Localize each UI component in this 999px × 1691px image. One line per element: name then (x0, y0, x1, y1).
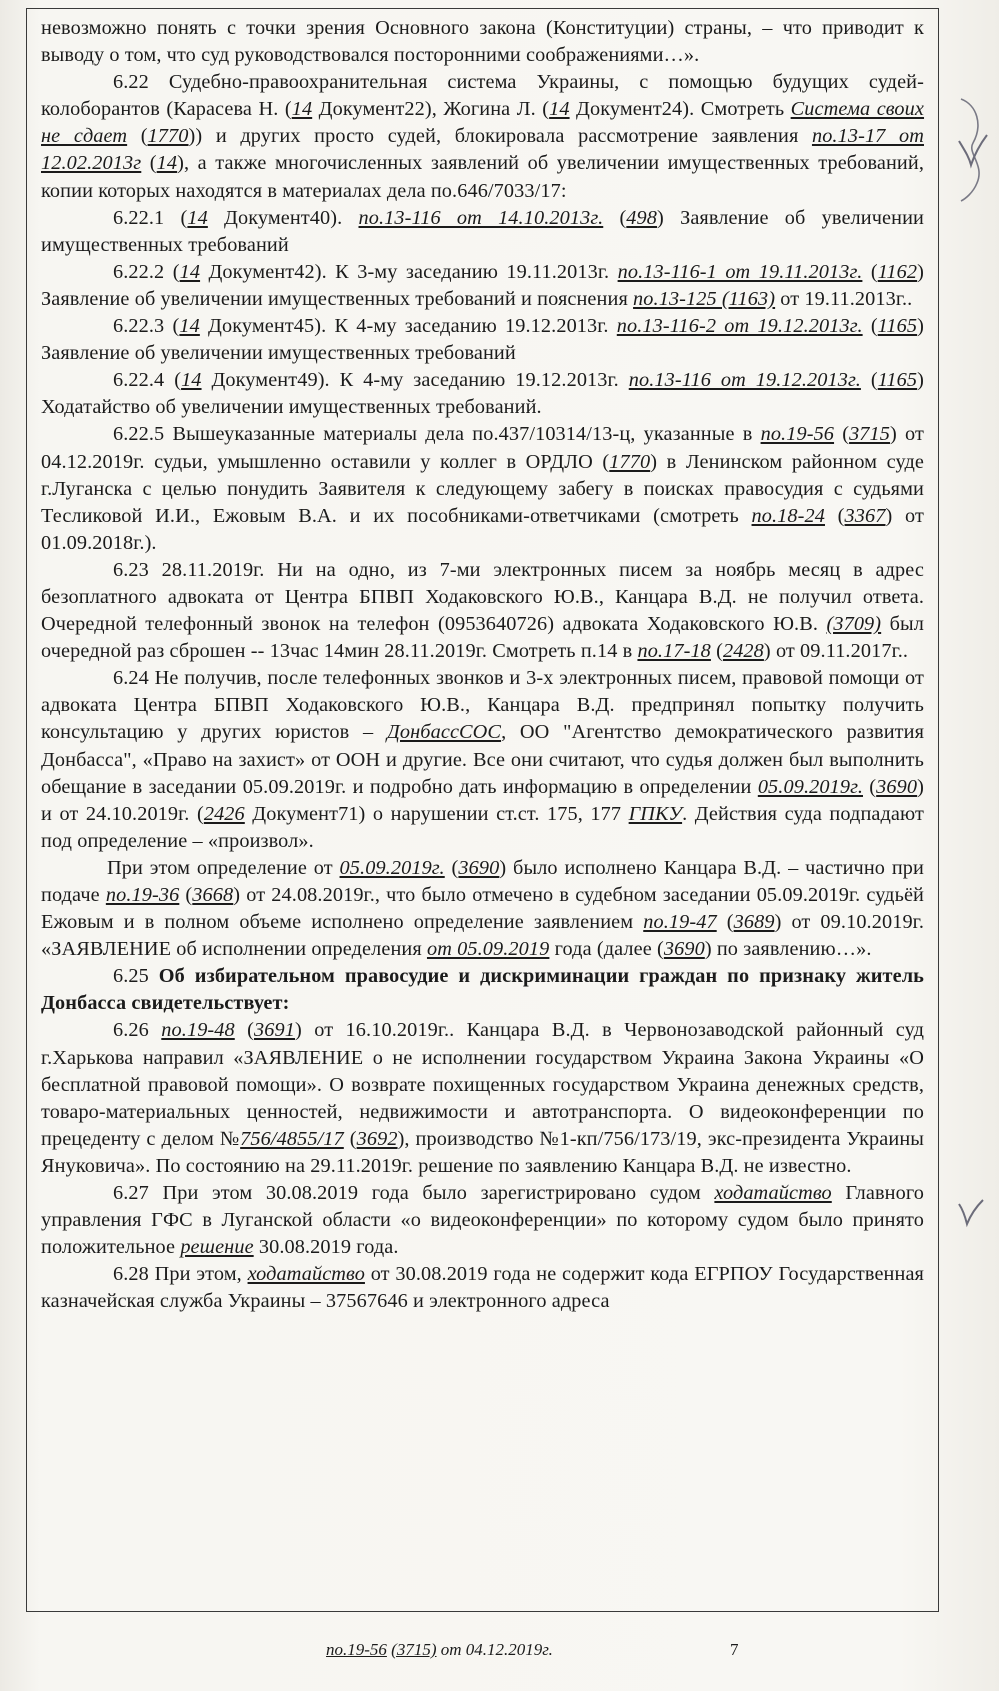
link-no-17-18[interactable]: по.17-18 (637, 640, 711, 663)
paragraph-6-22-1: 6.22.1 (14 Документ40). по.13-116 от 14.10.2013г. (498) Заявление об увеличении имущественных требований (41, 206, 924, 256)
paragraph-6-26: 6.26 по.19-48 (3691) от 16.10.2019г.. Канцара В.Д. в Червонозаводской районный суд г.Харькова направил «ЗАЯВЛЕНИЕ о не исполнении государством Украина Закона Украины «О бесплатной правовой помощи». О возврате похищенных государством Украина денежных средств, товаро-материальных ценностей, недвижимости и автотранспорта. О видеоконференции по прецеденту с делом №756/4855/17 (3692), производство №1-кп/756/173/19, экс-президента Украины Януковича». По состоянию на 29.11.2019г. решение по заявлению Канцара В.Д. не известно. (41, 1019, 925, 1177)
link-gpku[interactable]: ГПКУ (628, 802, 683, 825)
link-no-13-17[interactable]: по.13-17 от 12.02.2013г (41, 125, 924, 175)
paragraph-6-22-2: 6.22.2 (14 Документ42). К 3-му заседанию 19.11.2013г. по.13-116-1 от 19.11.2013г. (1162) Заявление об увеличении имущественных требований и пояснения по.13-125 (1163) от 19.11.2013г.. (41, 260, 925, 310)
link-no-19-48[interactable]: по.19-48 (161, 1019, 235, 1042)
link-system[interactable]: Система своих не сдает (41, 98, 925, 148)
paragraph-6-22-3: 6.22.3 (14 Документ45). К 4-му заседанию 19.12.2013г. по.13-116-2 от 19.12.2013г. (1165) Заявление об увеличении имущественных требований (41, 315, 924, 365)
footer-reference: по.19-56 (3715) от 04.12.2019г. (326, 1640, 553, 1659)
paragraph-6-22: 6.22 Судебно-правоохранительная система Украины, с помощью будущих судей-колоборантов (Карасева Н. (14 Документ22), Жогина Л. (14 Документ24). Смотреть Система своих не сдает (1770)) и других просто судей, блокировала рассмотрение заявления по.13-17 от 12.02.2013г (14), а также многочисленных заявлений об увеличении имущественных требований, копии которых находятся в материалах дела по.646/7033/17: (41, 71, 925, 202)
link-no-18-24[interactable]: по.18-24 (751, 504, 825, 527)
link-no-19-36[interactable]: по.19-36 (105, 884, 180, 906)
link-no-19-56[interactable]: по.19-56 (760, 423, 835, 446)
link-no-13-116-b[interactable]: по.13-116 от 19.12.2013г. (628, 369, 861, 392)
document-body (41, 15, 924, 1316)
paragraph-6-23: 6.23 28.11.2019г. Ни на одно, из 7-ми электронных писем за ноябрь месяц в адрес безоплатного адвоката от Центра БПВП Ходаковского Ю.В., Канцара В.Д. не получил ответа. Очередной телефонный звонок на телефон (0953640726) адвоката Ходаковского Ю.В. (3709) был очередной раз сброшен -- 13час 14мин 28.11.2019г. Смотреть п.14 в по.17-18 (2428) от 09.11.2017г.. (41, 558, 924, 663)
link-case-756[interactable]: 756/4855/17 (240, 1127, 344, 1150)
page-number: 7 (730, 1640, 739, 1659)
paragraph-6-28: 6.28 При этом, ходатайство от 30.08.2019 года не содержит кода ЕГРПОУ Государственная казначейская служба Украины – 37567646 и электронного адреса (41, 1263, 924, 1313)
paragraph-6-22-5: 6.22.5 Вышеуказанные материалы дела по.437/10314/13-ц, указанные в по.19-56 (3715) от 04.12.2019г. судьи, умышленно оставили у коллег в ОРДЛО (1770) в Ленинском районном суде г.Луганска с целью понудить Заявителя к следующему забегу в поисках правосудия с судьями Тесликовой И.И., Ежовым В.А. и их пособниками-ответчиками (смотреть по.18-24 (3367) от 01.09.2018г.). (41, 423, 924, 554)
link-no-13-116-2[interactable]: по.13-116-2 от 19.12.2013г. (616, 315, 863, 338)
link-no-13-116-1[interactable]: по.13-116-1 от 19.11.2013г. (617, 260, 863, 283)
paragraph-quote-end: невозможно понять с точки зрения Основного закона (Конституции) страны, – что приводит к выводу о том, что суд руководствовался посторонними соображениями…». (41, 17, 924, 67)
paragraph-6-25: 6.25 Об избирательном правосудие и дискриминации граждан по признаку житель Донбасса свидетельствует: (41, 965, 925, 1015)
paragraph-6-24: 6.24 Не получив, после телефонных звонков и 3-х электронных писем, правовой помощи от адвоката Центра БПВП Ходаковского Ю.В., Канцара В.Д. предпринял попытку получить консультацию у других юристов – ДонбассСОС, ОО "Агентство демократического развития Донбасса", «Право на захист» от ООН и другие. Все они считают, что судья должен был выполнить обещание в заседании 05.09.2019г. и подробно дать информацию в определении 05.09.2019г. (3690) и от 24.10.2019г. (2426 Документ71) о нарушении ст.ст. 175, 177 ГПКУ. Действия суда подпадают под определение – «произвол». (41, 667, 925, 852)
handwritten-check-mark (955, 1198, 985, 1228)
paragraph-6-27: 6.27 При этом 30.08.2019 года было зарегистрировано судом ходатайство Главного управления ГФС в Луганской области «о видеоконференции» по которому судом было принято положительное решение 30.08.2019 года. (41, 1182, 924, 1259)
handwritten-bracket-mark (955, 95, 995, 205)
link-donbass-sos[interactable]: ДонбассСОС (386, 721, 502, 744)
link-no-13-116[interactable]: по.13-116 от 14.10.2013г. (358, 206, 604, 229)
link-no-13-125[interactable]: по.13-125 (1163) (633, 287, 776, 310)
paragraph-6-24-cont: При этом определение от 05.09.2019г. (3690) было исполнено Канцара В.Д. – частично при подаче по.19-36 (3668) от 24.08.2019г., что было отмечено в судебном заседании 05.09.2019г. судьёй Ежовым и в полном объеме исполнено определение заявлением по.19-47 (3689) от 09.10.2019г. «ЗАЯВЛЕНИЕ об исполнении определения от 05.09.2019 года (далее (3690) по заявлению…». (41, 856, 925, 961)
page-footer (0, 1640, 999, 1670)
page-border-frame (26, 8, 939, 1612)
link-no-19-47[interactable]: по.19-47 (643, 911, 717, 934)
paragraph-6-22-4: 6.22.4 (14 Документ49). К 4-му заседанию 19.12.2013г. по.13-116 от 19.12.2013г. (1165) Ходатайство об увеличении имущественных требований. (41, 369, 925, 419)
